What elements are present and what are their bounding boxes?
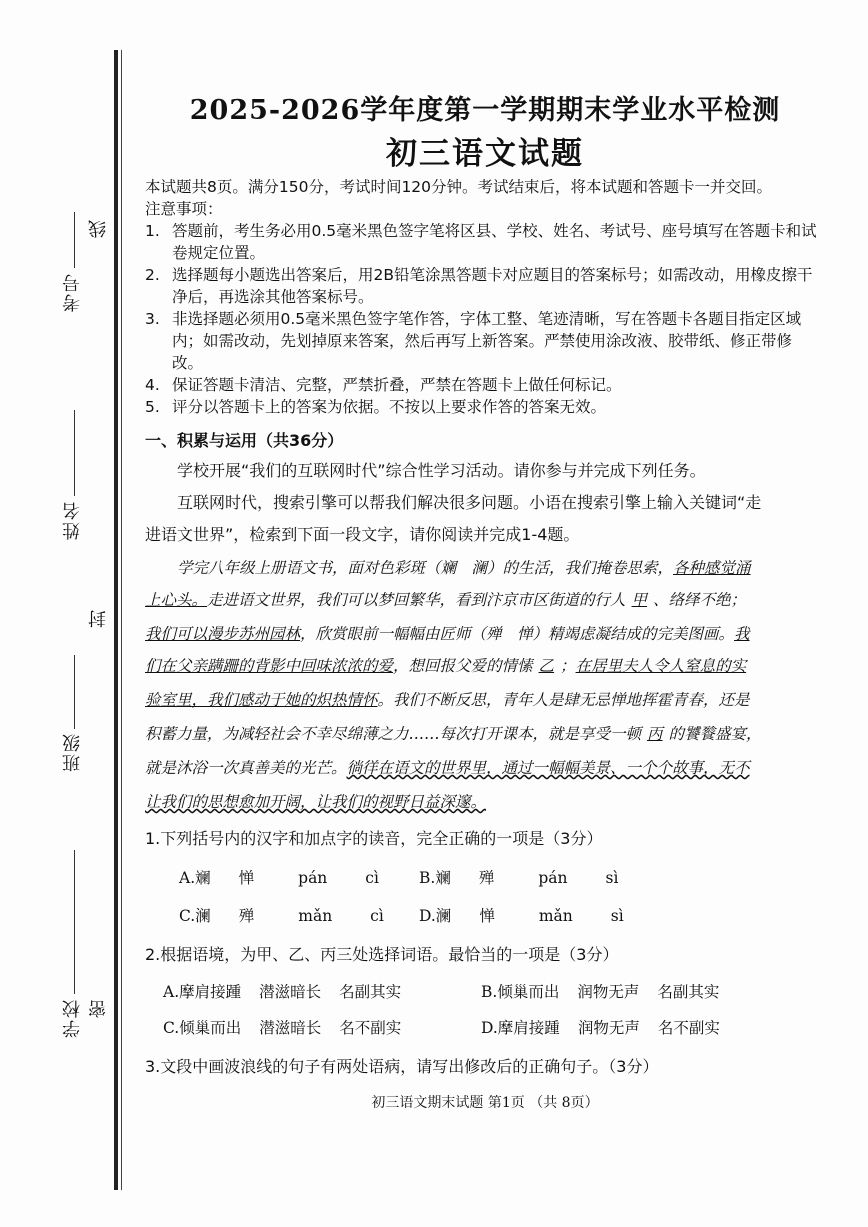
passage-text: 学完八年级上册语文书，面对色彩斑（斓 澜）的生活，我们掩卷思索， — [177, 559, 674, 577]
question-3: 3.文段中画波浪线的句子有两处语病，请写出修改后的正确句子。（3分） — [145, 1057, 659, 1076]
binding-line-thick — [114, 50, 118, 1190]
note-number: 5. — [145, 398, 160, 416]
passage-text: ，想回报父爱的情愫 — [393, 657, 533, 675]
page-footer: 初三语文期末试题 第1页 （共 8页） — [371, 1095, 599, 1111]
note-text: 答题前，考生务必用0.5毫米黑色签字笔将区县、学校、姓名、考试号、座号填写在答题卡和试卷规定位置。 — [172, 222, 817, 262]
wavy-underlined-text: 徜徉在语文的世界里，通过一幅幅美景、一个个故事，无不 — [346, 759, 750, 777]
passage-text: 的饕餮盛宴， — [668, 725, 762, 743]
passage-text: 、络绎不绝； — [653, 591, 747, 609]
note-text: 非选择题必须用0.5毫米黑色签字笔作答，字体工整、笔迹清晰，写在答题卡各题目指定区域内；如需改动，先划掉原来答案，然后再写上新答案。严禁使用涂改液、胶带纸、修正带修改。 — [172, 310, 802, 372]
section-heading: 一、积累与运用（共36分） — [145, 431, 344, 450]
q1-option-a[interactable] — [179, 866, 379, 888]
passage-text: ，欣赏眼前一幅幅由匠师（殚 惮）精竭虑凝结成的完美图画。 — [300, 625, 735, 643]
option-part: sì — [610, 907, 624, 925]
field-kaohao[interactable] — [74, 212, 75, 268]
q2-option-d[interactable] — [481, 1016, 720, 1038]
passage-line — [145, 684, 750, 716]
passage-line — [145, 752, 750, 784]
option-label: B.斓 — [419, 869, 451, 887]
passage-text: 就是沐浴一次真善美的光芒。 — [145, 759, 347, 777]
option-part: 名不副实 — [657, 1019, 720, 1037]
wavy-underlined-text: 让我们的思想愈加开阔，让我们的视野日益深邃。 — [145, 793, 487, 811]
note-item — [145, 220, 825, 264]
option-part: 潜滋暗长 — [259, 983, 322, 1001]
binding-margin — [0, 0, 130, 1227]
option-part: 润物无声 — [577, 1019, 640, 1037]
note-text: 选择题每小题选出答案后，用2B铅笔涂黑答题卡对应题目的答案标号；如需改动，用橡皮擦干净后，再选涂其他答案标号。 — [172, 266, 813, 306]
field-banji[interactable] — [74, 655, 75, 729]
intro-text: 本试题共8页。满分150分，考试时间120分钟。考试结束后，将本试题和答题卡一并交回。 — [145, 178, 773, 196]
note-text: 保证答题卡清洁、完整，严禁折叠，严禁在答题卡上做任何标记。 — [172, 376, 622, 394]
question-2: 2.根据语境，为甲、乙、丙三处选择词语。最恰当的一项是（3分） — [145, 945, 619, 964]
note-number: 3. — [145, 310, 160, 328]
q1-option-b[interactable] — [419, 866, 618, 888]
option-part: 名不副实 — [339, 1019, 402, 1037]
option-part: cì — [370, 907, 384, 925]
passage-line — [177, 552, 751, 584]
underlined-text: 验室里，我们感动于她的炽热情怀 — [145, 691, 378, 709]
passage-text: 走进语文世界，我们可以梦回繁华，看到汴京市区街道的行人 — [207, 591, 626, 609]
option-label: D.摩肩接踵 — [481, 1019, 560, 1037]
blank-jia: 甲 — [631, 591, 648, 609]
option-part: 名副其实 — [657, 983, 720, 1001]
question-1: 1.下列括号内的汉字和加点字的读音，完全正确的一项是（3分） — [145, 829, 603, 848]
blank-bing: 丙 — [647, 725, 663, 743]
passage-line — [145, 718, 762, 750]
option-part: cì — [365, 869, 379, 887]
passage-line — [145, 584, 746, 616]
note-number: 2. — [145, 266, 160, 284]
option-part: 惮 — [479, 907, 495, 925]
option-label: A.斓 — [179, 869, 211, 887]
seal-xian: 线 — [88, 220, 109, 238]
note-item — [145, 396, 825, 418]
label-xuexiao: 学校 — [62, 998, 83, 1038]
option-part: 润物无声 — [577, 983, 640, 1001]
seal-feng: 封 — [88, 610, 109, 628]
note-number: 1. — [145, 222, 160, 240]
note-item — [145, 374, 825, 396]
note-number: 4. — [145, 376, 160, 394]
passage-line — [145, 786, 486, 818]
option-label: C.倾巢而出 — [163, 1019, 242, 1037]
exam-title: 2025-2026学年度第一学期期末学业水平检测 — [189, 95, 781, 126]
note-item — [145, 264, 825, 308]
field-xingming[interactable] — [74, 410, 75, 496]
label-kaohao: 考号 — [62, 272, 83, 312]
option-part: 名副其实 — [339, 983, 402, 1001]
q2-option-a[interactable] — [163, 980, 401, 1002]
option-label: A.摩肩接踵 — [163, 983, 242, 1001]
option-part: 惮 — [238, 869, 255, 887]
option-label: B.倾巢而出 — [481, 983, 560, 1001]
passage-line — [145, 650, 746, 682]
seal-mi: 密 — [88, 1000, 109, 1018]
option-part: mǎn — [298, 907, 333, 925]
exam-subtitle: 初三语文试题 — [386, 136, 584, 172]
blank-yi: 乙 — [538, 657, 555, 675]
passage-text: 。我们不断反思，青年人是肆无忌惮地挥霍青春，还是 — [377, 691, 750, 709]
note-item — [145, 308, 825, 374]
label-banji: 班级 — [62, 732, 83, 772]
underlined-text: 各种感觉涌 — [673, 559, 751, 577]
option-part: pán — [298, 869, 328, 887]
underlined-text: 我们可以漫步苏州园林 — [145, 625, 301, 643]
passage-text: ； — [560, 657, 576, 675]
label-xingming: 姓名 — [62, 500, 83, 540]
note-text: 评分以答题卡上的答案为依据。不按以上要求作答的答案无效。 — [172, 398, 607, 416]
task-intro: 学校开展“我们的互联网时代”综合性学习活动。请你参与并完成下列任务。 — [177, 461, 706, 480]
q2-option-b[interactable] — [481, 980, 719, 1002]
q1-option-c[interactable] — [179, 904, 384, 926]
underlined-text: 上心头。 — [145, 591, 208, 609]
option-label: C.澜 — [179, 907, 211, 925]
notes-label: 注意事项： — [145, 200, 223, 218]
option-part: 潜滋暗长 — [259, 1019, 322, 1037]
passage-text: 积蓄力量，为减轻社会不幸尽绵薄之力……每次打开课本，就是享受一顿 — [145, 725, 642, 743]
task-paragraph-line: 互联网时代，搜索引擎可以帮我们解决很多问题。小语在搜索引擎上输入关键词“走 — [177, 493, 762, 512]
underlined-text: 我 — [734, 625, 750, 643]
option-part: 殚 — [478, 869, 495, 887]
q2-option-c[interactable] — [163, 1016, 401, 1038]
option-part: pán — [538, 869, 568, 887]
field-xuexiao[interactable] — [74, 850, 75, 994]
option-part: sì — [605, 869, 619, 887]
option-part: 殚 — [238, 907, 255, 925]
underlined-text: 们在父亲蹒跚的背影中回味浓浓的爱 — [145, 657, 394, 675]
option-part: mǎn — [538, 907, 573, 925]
q1-option-d[interactable] — [419, 904, 624, 926]
task-paragraph-line: 进语文世界”，检索到下面一段文字，请你阅读并完成1-4题。 — [145, 525, 580, 544]
option-label: D.澜 — [419, 907, 452, 925]
underlined-text: 在居里夫人令人窒息的实 — [575, 657, 747, 675]
passage-line — [145, 618, 750, 650]
binding-line-thin — [121, 50, 122, 1190]
